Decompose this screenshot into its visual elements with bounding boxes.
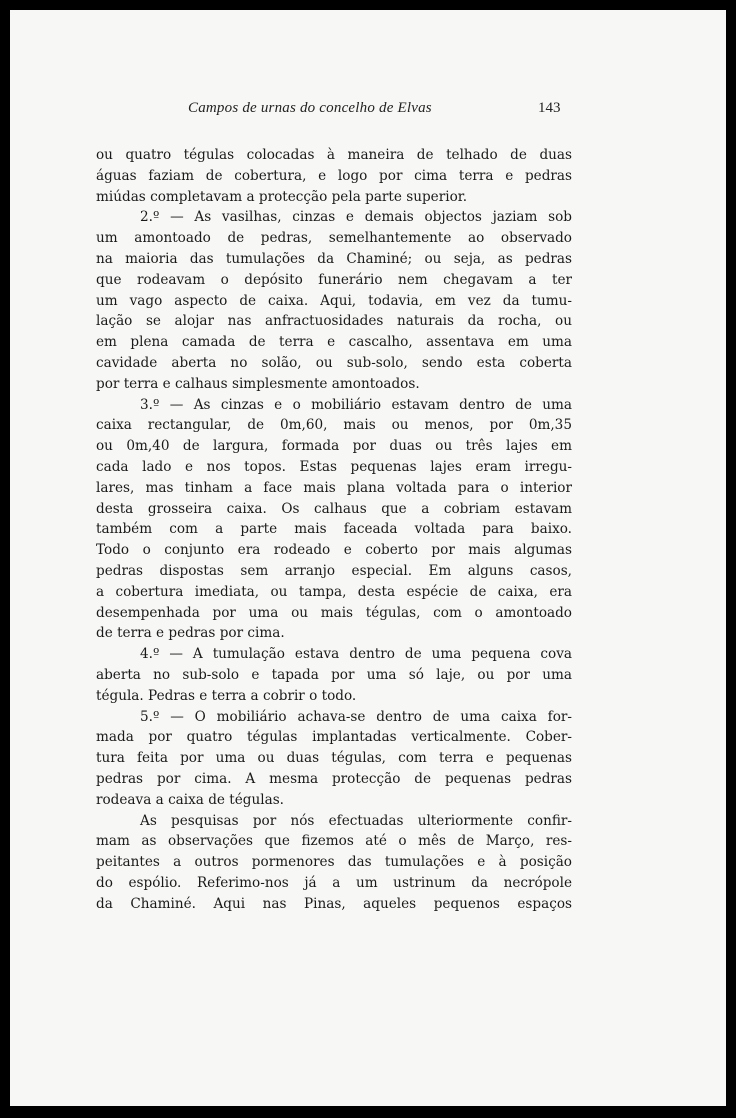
text-line: pedras dispostas sem arranjo especial. Em alguns casos, [96, 562, 572, 579]
text-line: peitantes a outros pormenores das tumulações e à posição [96, 854, 572, 871]
text-line: um vago aspecto de caixa. Aqui, todavia, em vez da tumu- [96, 292, 572, 309]
text-line: a cobertura imediata, ou tampa, desta espécie de caixa, era [96, 583, 572, 600]
text-line: rodeava a caixa de tégulas. [96, 791, 285, 808]
body-text [96, 145, 572, 914]
text-line: cavidade aberta no solão, ou sub-solo, sendo esta coberta [96, 354, 572, 371]
text-line: desta grosseira caixa. Os calhaus que a cobriam estavam [96, 500, 572, 517]
text-line: da Chaminé. Aqui nas Pinas, aqueles pequenos espaços [96, 895, 572, 912]
text-line: desempenhada por uma ou mais tégulas, com o amontoado [96, 604, 572, 621]
text-line: também com a parte mais faceada voltada para baixo. [96, 521, 572, 538]
text-line: em plena camada de terra e cascalho, assentava em uma [96, 334, 572, 351]
running-title: Campos de urnas do concelho de Elvas [188, 100, 432, 116]
text-line: mam as observações que fizemos até o mês de Março, res- [96, 833, 572, 850]
text-line: que rodeavam o depósito funerário nem chegavam a ter [96, 271, 572, 288]
text-line: de terra e pedras por cima. [96, 625, 285, 642]
text-line: 5.º — O mobiliário achava-se dentro de uma caixa for- [140, 708, 572, 725]
text-line: ou quatro tégulas colocadas à maneira de telhado de duas [96, 147, 572, 163]
text-line: tégula. Pedras e terra a cobrir o todo. [96, 687, 357, 704]
text-line: 3.º — As cinzas e o mobiliário estavam dentro de uma [140, 396, 572, 413]
text-line: miúdas completavam a protecção pela parte superior. [96, 188, 468, 205]
text-line: 4.º — A tumulação estava dentro de uma pequena cova [140, 646, 572, 663]
text-line: tura feita por uma ou duas tégulas, com terra e pequenas [96, 750, 572, 767]
text-line: por terra e calhaus simplesmente amontoados. [96, 375, 420, 392]
text-line: na maioria das tumulações da Chaminé; ou seja, as pedras [96, 250, 572, 267]
text-line: aberta no sub-solo e tapada por uma só laje, ou por uma [96, 666, 572, 683]
book-page [10, 10, 726, 1106]
text-line: um amontoado de pedras, semelhantemente ao observado [96, 230, 572, 247]
text-line: lação se alojar nas anfractuosidades naturais da rocha, ou [96, 313, 572, 330]
text-line: ou 0m,40 de largura, formada por duas ou três lajes em [96, 438, 572, 455]
text-line: do espólio. Referimo-nos já a um ustrinum da necrópole [96, 874, 572, 891]
page-number: 143 [538, 100, 561, 116]
page-header [10, 100, 726, 124]
text-line: pedras por cima. A mesma protecção de pequenas pedras [96, 770, 572, 787]
text-line: Todo o conjunto era rodeado e coberto por mais algumas [96, 542, 572, 559]
text-line: 2.º — As vasilhas, cinzas e demais objectos jaziam sob [140, 209, 572, 226]
text-line: mada por quatro tégulas implantadas verticalmente. Cober- [96, 729, 572, 746]
text-line: caixa rectangular, de 0m,60, mais ou menos, por 0m,35 [96, 417, 572, 434]
text-line: águas faziam de cobertura, e logo por cima terra e pedras [96, 167, 572, 184]
text-line: lares, mas tinham a face mais plana voltada para o interior [96, 479, 572, 496]
text-line: As pesquisas por nós efectuadas ulteriormente confir- [140, 812, 572, 829]
text-line: cada lado e nos topos. Estas pequenas lajes eram irregu- [96, 458, 572, 475]
